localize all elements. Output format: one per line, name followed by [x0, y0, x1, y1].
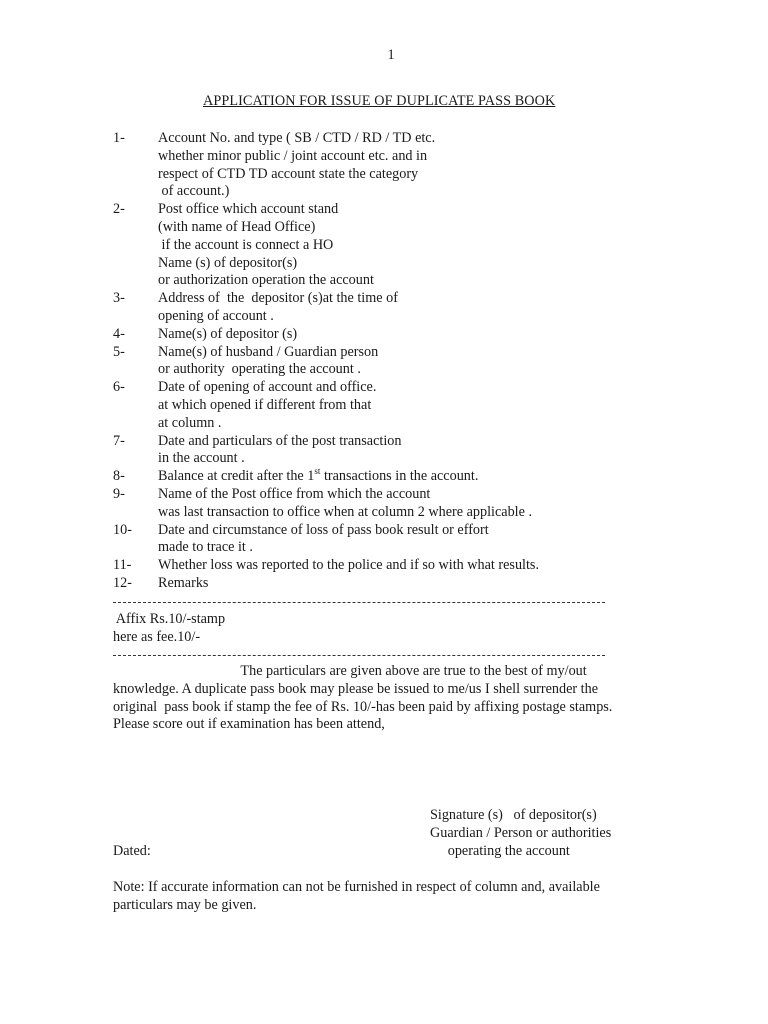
item-text: Remarks [158, 574, 209, 591]
item-number: 10- [113, 521, 132, 538]
declaration-line: knowledge. A duplicate pass book may please be issued to me/us I shell surrender the [113, 680, 599, 697]
item-number: 1- [113, 130, 125, 146]
item-text: Name (s) of depositor(s) [158, 254, 298, 271]
signature-label: Guardian / Person or authorities [430, 824, 612, 841]
item-text: Address of the depositor (s)at the time of [158, 290, 398, 307]
list-item-9 [113, 486, 673, 522]
declaration-line: Please score out if examination has been attend, [113, 716, 385, 733]
signature-label: Signature (s) of depositor(s) [430, 807, 597, 823]
item-number: 11- [113, 557, 132, 574]
stamp-area [113, 610, 225, 646]
list-item-2 [113, 201, 673, 290]
signature-label: operating the account [430, 842, 570, 859]
declaration-line: original pass book if stamp the fee of Rs. 10/-has been paid by affixing postage stamps. [113, 698, 613, 715]
item-text: was last transaction to office when at column 2 where applicable . [158, 503, 533, 520]
item-text: Date of opening of account and office. [158, 379, 377, 396]
item-text: Post office which account stand [158, 201, 339, 218]
declaration-line: The particulars are given above are true to the best of my/out [113, 663, 587, 679]
list-item-3 [113, 290, 673, 326]
item-text: Name(s) of husband / Guardian person [158, 343, 379, 360]
item-text: if the account is connect a HO [158, 236, 334, 253]
stamp-text-line: here as fee.10/- [113, 628, 201, 645]
item-number: 8- [113, 468, 125, 485]
form-field-list [113, 130, 673, 593]
signature-block [430, 806, 611, 859]
list-item-11 [113, 557, 673, 575]
dashed-divider-top [113, 602, 605, 603]
item-text: Whether loss was reported to the police and if so with what results. [158, 557, 539, 574]
item-text: Account No. and type ( SB / CTD / RD / TD etc. [158, 130, 436, 146]
item-text: Name(s) of depositor (s) [158, 325, 298, 342]
item-text: or authorization operation the account [158, 272, 374, 289]
list-item-12 [113, 575, 673, 593]
page-title: APPLICATION FOR ISSUE OF DUPLICATE PASS BOOK [203, 93, 556, 109]
item-text: Date and circumstance of loss of pass book result or effort [158, 521, 489, 538]
note-line: Note: If accurate information can not be furnished in respect of column and, available [113, 879, 600, 895]
item-number: 12- [113, 574, 132, 591]
list-item-10 [113, 522, 673, 558]
item-text [158, 468, 673, 486]
list-item-7 [113, 433, 673, 469]
item-text: Name of the Post office from which the account [158, 485, 431, 502]
item-number: 6- [113, 379, 125, 396]
item-number: 9- [113, 485, 125, 502]
stamp-text-line: Affix Rs.10/-stamp [113, 611, 226, 627]
list-item-4 [113, 326, 673, 344]
item-number: 5- [113, 343, 125, 360]
ordinal-suffix: st [314, 466, 321, 477]
item-text: Date and particulars of the post transaction [158, 432, 402, 449]
item-text: or authority operating the account . [158, 361, 361, 378]
item-text: in the account . [158, 450, 245, 467]
item-text: made to trace it . [158, 539, 253, 556]
note-line: particulars may be given. [113, 896, 257, 913]
item-number: 4- [113, 325, 125, 342]
item-text: at column . [158, 414, 222, 431]
item-number: 7- [113, 432, 125, 449]
item-text: respect of CTD TD account state the category [158, 165, 419, 182]
item-text: whether minor public / joint account etc. and in [158, 147, 428, 164]
declaration-paragraph [113, 662, 653, 733]
item-text: opening of account . [158, 307, 274, 324]
item-text: (with name of Head Office) [158, 218, 316, 235]
item-text: at which opened if different from that [158, 396, 372, 413]
item-8-text-end: transactions in the account. [320, 468, 479, 485]
dashed-divider-bottom [113, 655, 605, 656]
item-8-text-start: Balance at credit after the 1 [158, 468, 315, 485]
item-text: of account.) [158, 183, 230, 200]
list-item-1 [113, 130, 673, 201]
item-number: 2- [113, 201, 125, 218]
dated-label: Dated: [113, 843, 151, 859]
item-number: 3- [113, 290, 125, 307]
page-number: 1 [387, 47, 395, 63]
list-item-8 [113, 468, 673, 486]
list-item-5 [113, 344, 673, 380]
note-paragraph [113, 878, 653, 914]
list-item-6 [113, 379, 673, 432]
